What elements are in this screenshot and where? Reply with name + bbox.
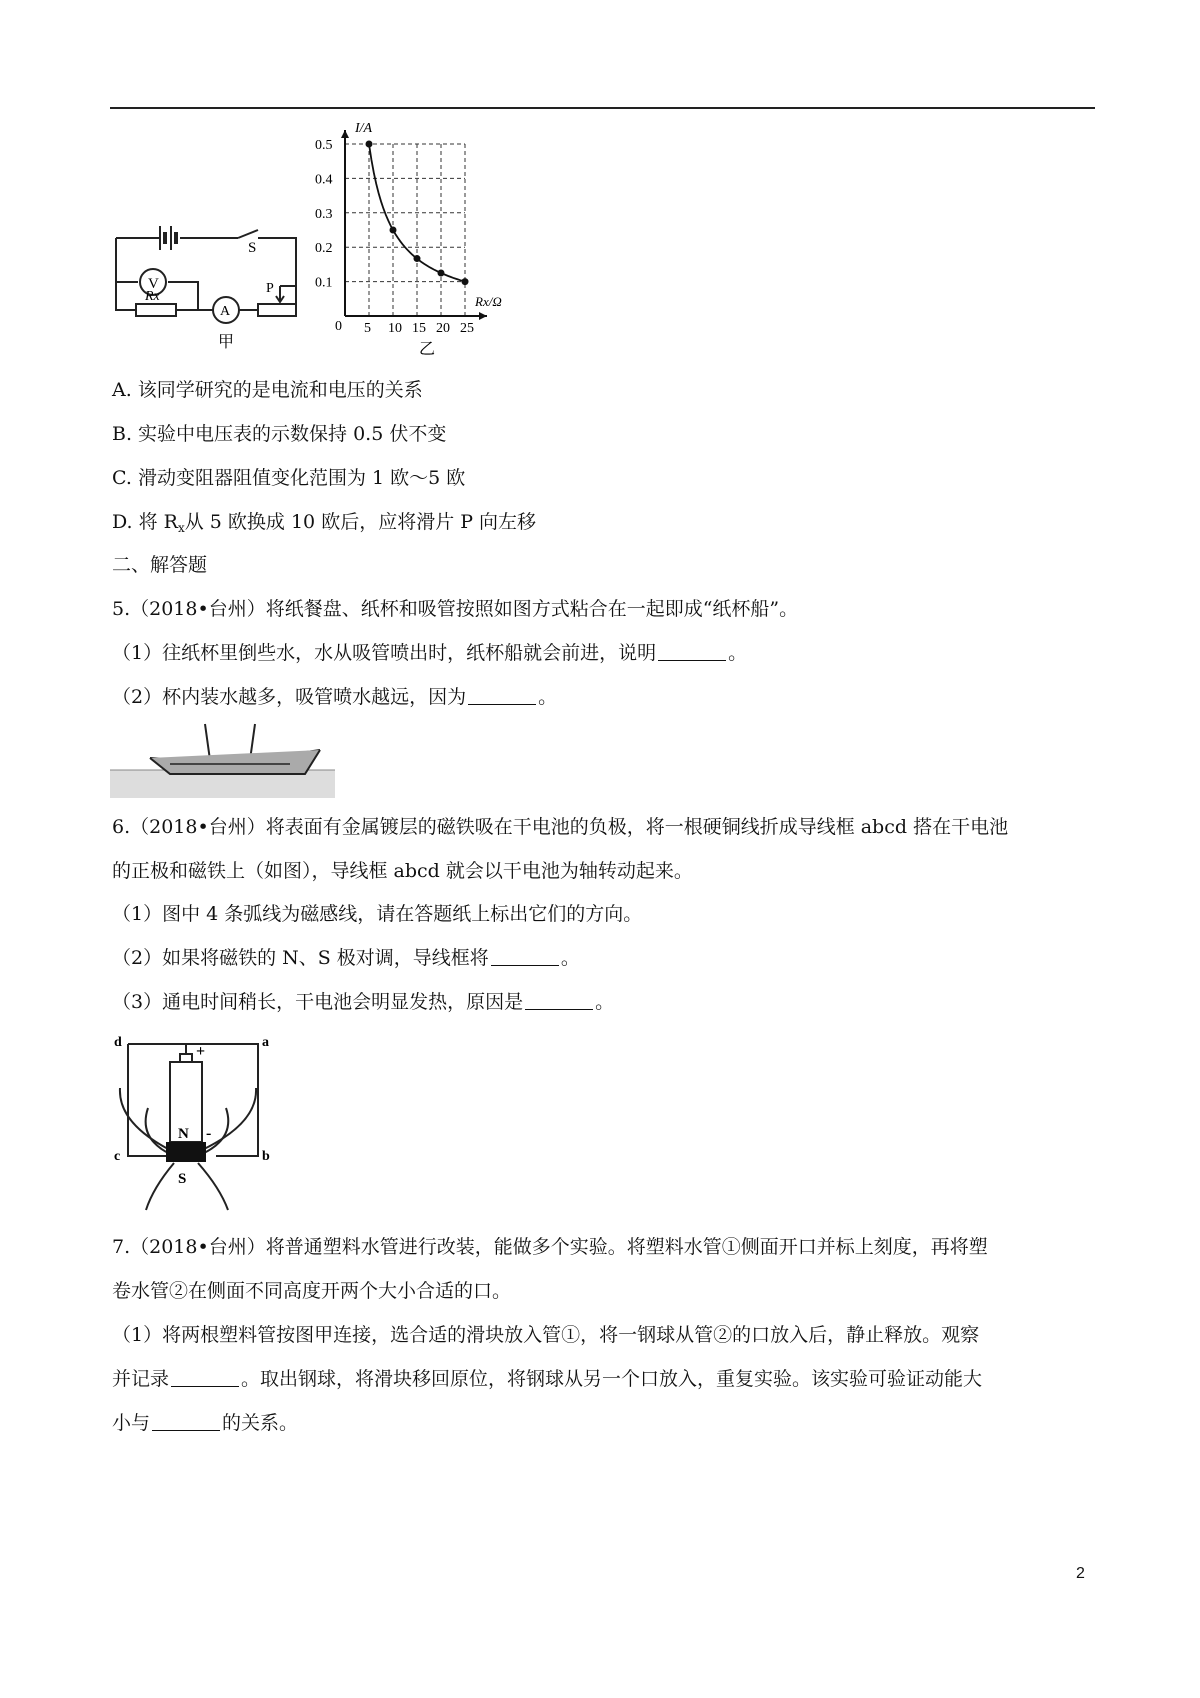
origin-label: 0 [335,319,342,334]
q7-stem-line1: 7.（2018•台州）将普通塑料水管进行改装，能做多个实验。将塑料水管①侧面开口并标上刻度，再将塑 [112,1236,988,1258]
corner-a-label: a [262,1035,269,1050]
option-a: A. 该同学研究的是电流和电压的关系 [112,379,423,401]
y-tick-label: 0.1 [315,275,333,291]
page-number: 2 [1076,1565,1085,1582]
magnet-s-label: S [178,1171,187,1187]
answer-blank[interactable] [658,642,726,661]
option-d [112,507,536,543]
y-axis-arrow [341,130,349,138]
battery-plus-label: + [196,1043,206,1060]
option-c: C. 滑动变阻器阻值变化范围为 1 欧～5 欧 [112,467,466,489]
q6-part2-end: 。 [560,947,580,969]
ammeter-label: A [220,304,231,319]
battery-magnet-motor-figure [108,1028,278,1213]
q7-part1-line2 [112,1364,982,1394]
corner-b-label: b [262,1149,270,1164]
rx-label: Rx [145,289,160,304]
y-tick-label: 0.2 [315,241,333,257]
q6-part3-text: （3）通电时间稍长，干电池会明显发热，原因是 [112,991,524,1013]
y-axis-label: I/A [355,121,373,136]
q5-part1-end: 。 [728,642,748,664]
y-tick-label: 0.5 [315,138,333,153]
q7-part1-line1: （1）将两根塑料管按图甲连接，选合适的滑块放入管①，将一钢球从管②的口放入后，静止释放。观察 [112,1324,980,1346]
q5-part1-text: （1）往纸杯里倒些水，水从吸管喷出时，纸杯船就会前进，说明 [112,642,657,664]
data-point [438,270,445,277]
q7-part1-line3-start: 小与 [112,1412,151,1434]
q6-stem-line2: 的正极和磁铁上（如图），导线框 abcd 就会以干电池为轴转动起来。 [112,860,693,882]
data-point [390,227,397,234]
x-axis-label: Rx/Ω [475,294,502,309]
x-axis-arrow [479,312,487,320]
q7-part1-line2-start: 并记录 [112,1368,170,1390]
figure-caption-jia: 甲 [218,334,235,351]
switch-label: S [248,240,257,256]
q5-stem: 5.（2018•台州）将纸餐盘、纸杯和吸管按照如图方式粘合在一起即成“纸杯船”。 [112,598,799,620]
q6-part1: （1）图中 4 条弧线为磁感线，请在答题纸上标出它们的方向。 [112,903,643,925]
q7-stem-line2: 卷水管②在侧面不同高度开两个大小合适的口。 [112,1280,512,1302]
option-d-text: 从 5 欧换成 10 欧后，应将滑片 P 向左移 [184,511,537,533]
option-d-prefix: D. 将 R [112,511,178,533]
axis-lines [345,130,487,316]
voltmeter-label: V [148,276,159,292]
answer-blank[interactable] [525,991,593,1010]
x-tick-label: 15 [412,321,426,336]
data-point [366,141,373,148]
section-title: 二、解答题 [112,554,208,576]
answer-blank[interactable] [468,686,536,705]
paper-cup-boat-figure [110,720,335,800]
graph-grid [345,144,465,316]
q6-part3 [112,987,614,1017]
q5-part2-end: 。 [538,686,558,708]
battery-minus-label: - [206,1125,212,1142]
option-d-subscript: x [177,521,185,535]
x-tick-label: 5 [364,321,371,336]
q7-part1-line2-end: 。取出钢球，将滑块移回原位，将钢球从另一个口放入，重复实验。该实验可验证动能大 [241,1368,983,1390]
option-b: B. 实验中电压表的示数保持 0.5 伏不变 [112,423,447,445]
q6-part2-text: （2）如果将磁铁的 N、S 极对调，导线框将 [112,947,489,969]
q7-part1-line3 [112,1408,298,1438]
corner-c-label: c [114,1149,121,1164]
current-resistance-graph [315,118,575,378]
q5-part2 [112,682,557,712]
q6-part2 [112,943,580,973]
answer-blank[interactable] [171,1368,239,1387]
circuit-diagram [108,190,308,350]
y-tick-label: 0.4 [315,172,333,188]
answer-blank[interactable] [491,947,559,966]
answer-blank[interactable] [152,1412,220,1431]
q6-part3-end: 。 [595,991,615,1013]
x-tick-label: 20 [436,321,450,336]
q6-stem-line1: 6.（2018•台州）将表面有金属镀层的磁铁吸在干电池的负极，将一根硬铜线折成导线框 abcd 搭在干电池 [112,816,1009,838]
q5-part1 [112,638,747,668]
figure-caption-yi: 乙 [419,341,436,358]
data-point [462,278,469,285]
q5-part2-text: （2）杯内装水越多，吸管喷水越远，因为 [112,686,467,708]
y-tick-label: 0.3 [315,206,333,222]
corner-d-label: d [114,1035,122,1050]
slider-label: P [266,281,274,296]
header-rule [110,107,1095,109]
x-tick-label: 10 [388,321,402,336]
magnet-n-label: N [178,1126,189,1142]
data-point [414,255,421,262]
q7-part1-line3-end: 的关系。 [222,1412,299,1434]
x-tick-label: 25 [460,321,474,336]
